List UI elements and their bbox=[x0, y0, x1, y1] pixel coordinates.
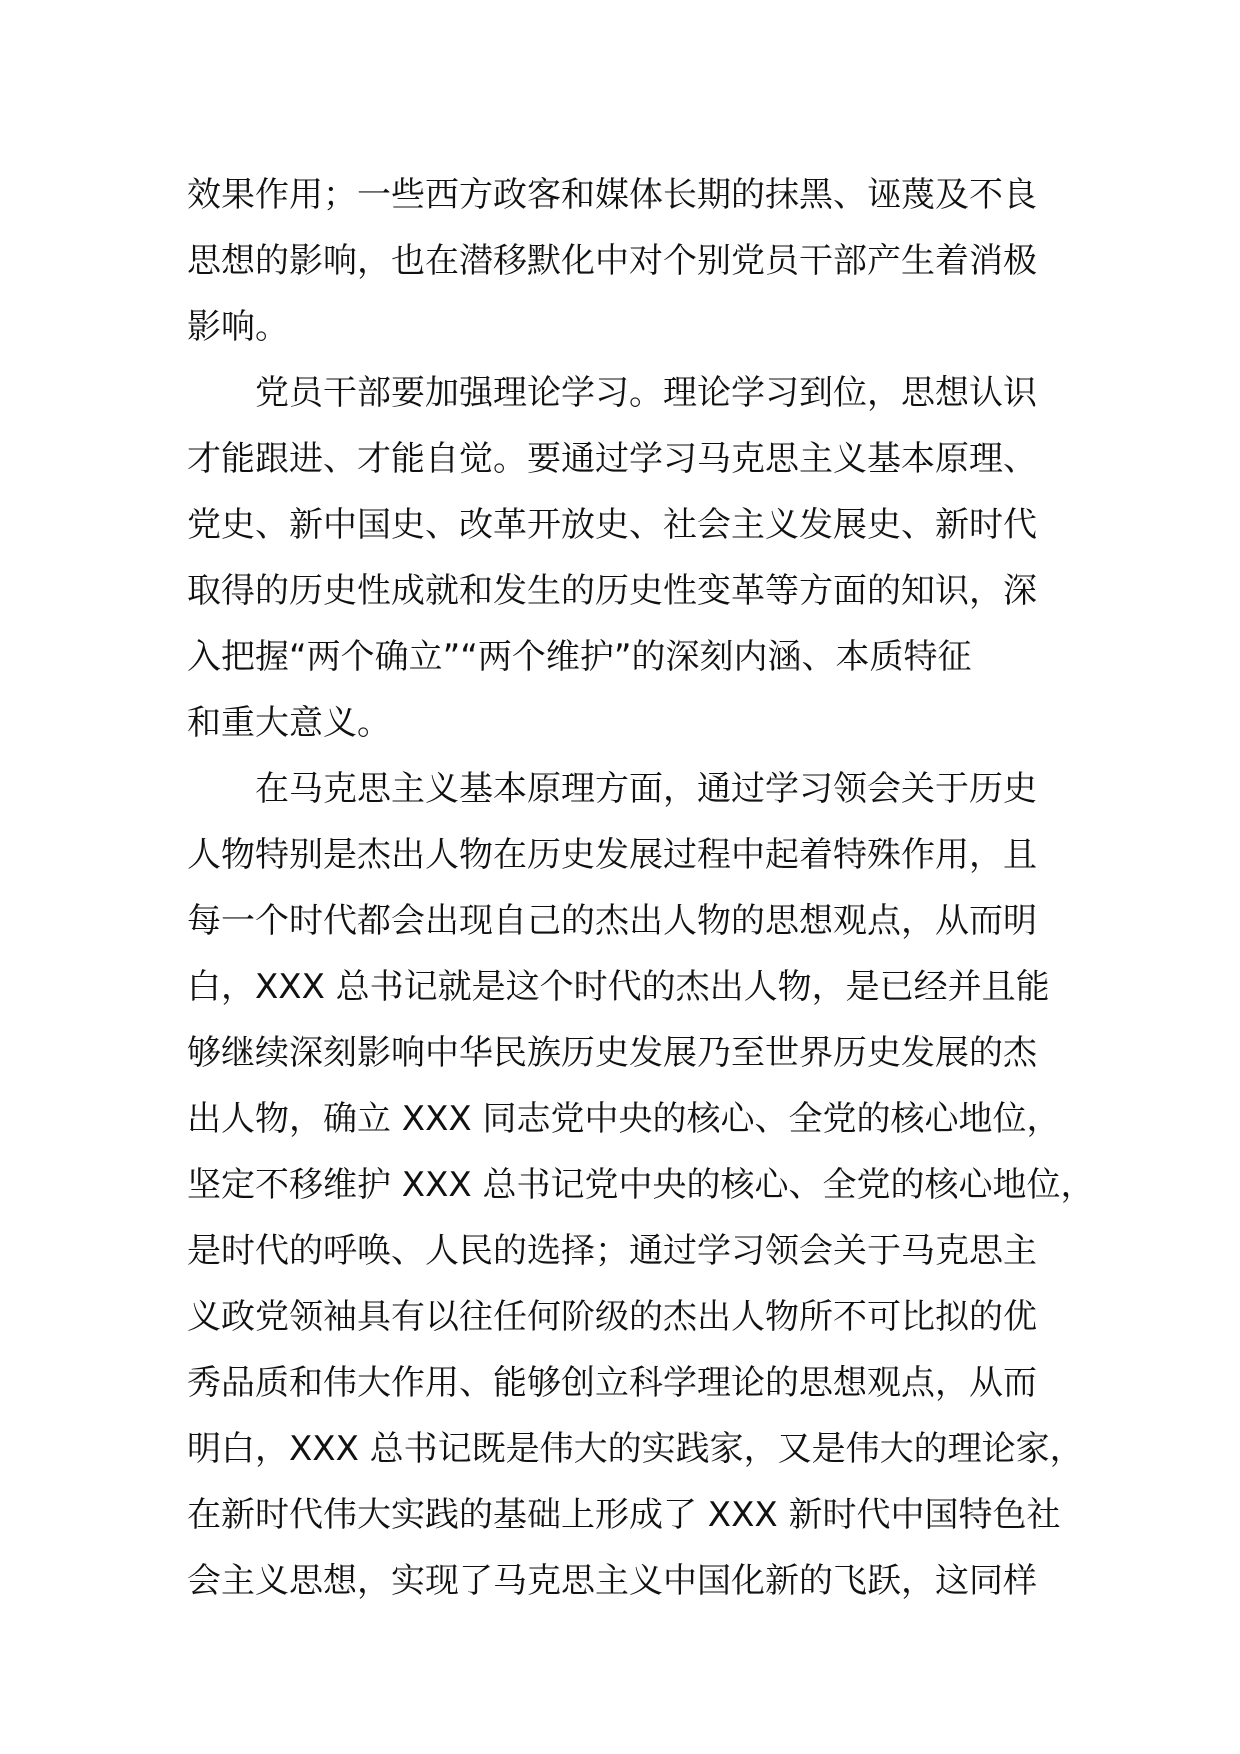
text-line: 义政党领袖具有以往任何阶级的杰出人物所不可比拟的优 bbox=[187, 1297, 1037, 1337]
text-line: 在新时代伟大实践的基础上形成了 XXX 新时代中国特色社 bbox=[187, 1495, 1061, 1535]
text-line: 入把握“两个确立”“两个维护”的深刻内涵、本质特征 bbox=[187, 637, 972, 677]
text-line: 取得的历史性成就和发生的历史性变革等方面的知识，深 bbox=[187, 571, 1037, 611]
paragraph-3 bbox=[187, 756, 1095, 1614]
text-line: 才能跟进、才能自觉。要通过学习马克思主义基本原理、 bbox=[187, 439, 1037, 479]
text-line: 人物特别是杰出人物在历史发展过程中起着特殊作用，且 bbox=[187, 835, 1037, 875]
text-line: 明白，XXX 总书记既是伟大的实践家，又是伟大的理论家， bbox=[187, 1429, 1084, 1469]
text-line: 白，XXX 总书记就是这个时代的杰出人物，是已经并且能 bbox=[187, 967, 1050, 1007]
text-line: 是时代的呼唤、人民的选择；通过学习领会关于马克思主 bbox=[187, 1231, 1037, 1271]
document-body bbox=[187, 162, 1095, 1614]
text-line: 在马克思主义基本原理方面，通过学习领会关于历史 bbox=[255, 769, 1037, 809]
paragraph-2 bbox=[187, 360, 1087, 756]
text-line: 党史、新中国史、改革开放史、社会主义发展史、新时代 bbox=[187, 505, 1037, 545]
text-line: 每一个时代都会出现自己的杰出人物的思想观点，从而明 bbox=[187, 901, 1037, 941]
text-line: 和重大意义。 bbox=[187, 703, 391, 743]
text-line: 影响。 bbox=[187, 307, 289, 347]
text-line: 出人物，确立 XXX 同志党中央的核心、全党的核心地位， bbox=[187, 1099, 1061, 1139]
text-line: 秀品质和伟大作用、能够创立科学理论的思想观点，从而 bbox=[187, 1363, 1037, 1403]
text-line: 坚定不移维护 XXX 总书记党中央的核心、全党的核心地位， bbox=[187, 1165, 1095, 1205]
text-line: 思想的影响，也在潜移默化中对个别党员干部产生着消极 bbox=[187, 241, 1037, 281]
paragraph-1 bbox=[187, 162, 1087, 360]
text-line: 够继续深刻影响中华民族历史发展乃至世界历史发展的杰 bbox=[187, 1033, 1037, 1073]
text-line: 党员干部要加强理论学习。理论学习到位，思想认识 bbox=[255, 373, 1037, 413]
text-line: 效果作用；一些西方政客和媒体长期的抹黑、诬蔑及不良 bbox=[187, 175, 1037, 215]
text-line: 会主义思想，实现了马克思主义中国化新的飞跃，这同样 bbox=[187, 1561, 1037, 1601]
